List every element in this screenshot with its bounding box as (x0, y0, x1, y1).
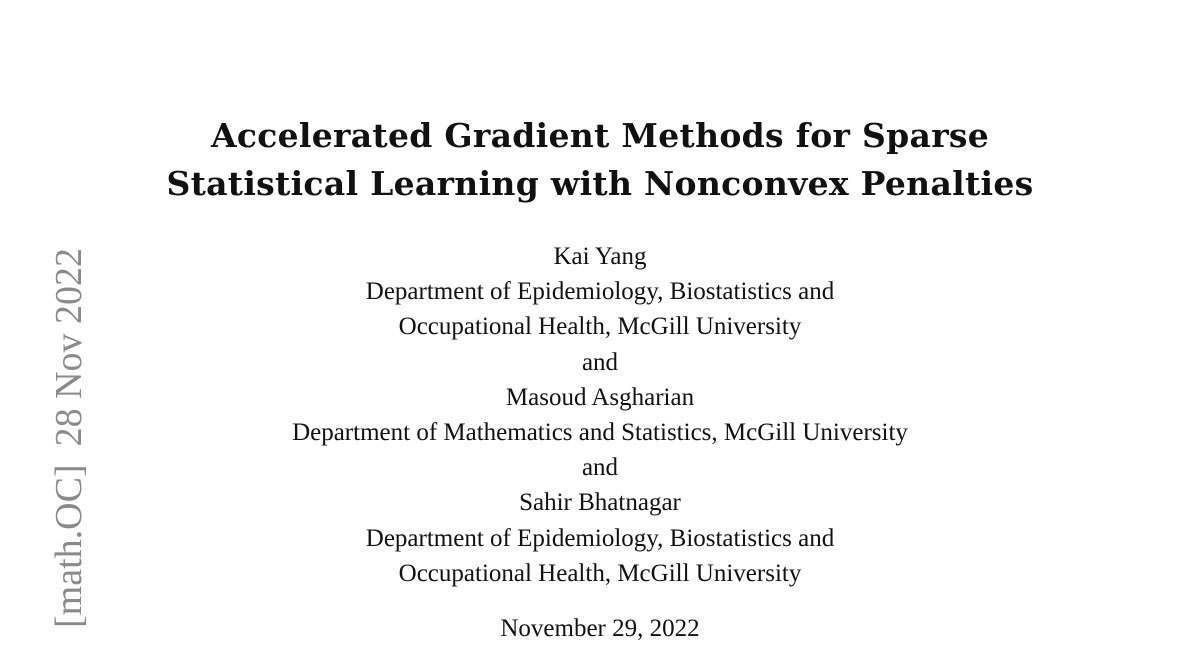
paper-date: November 29, 2022 (500, 615, 700, 642)
author-block (0, 239, 1200, 591)
author-name-1: Kai Yang (553, 243, 647, 270)
paper-title (0, 112, 1200, 208)
author-separator-1: and (581, 348, 619, 376)
author-affiliation-3a: Department of Epidemiology, Biostatistics and (365, 524, 835, 552)
arxiv-date: 28 Nov 2022 (48, 247, 90, 447)
arxiv-category: [math.OC] (48, 464, 90, 628)
author-name-3: Sahir Bhatnagar (519, 489, 681, 517)
author-affiliation-1a: Department of Epidemiology, Biostatistics and (365, 278, 835, 306)
title-line-1: Accelerated Gradient Methods for Sparse (210, 116, 990, 155)
author-separator-2: and (581, 454, 619, 482)
author-affiliation-3b: Occupational Health, McGill University (398, 559, 802, 587)
author-affiliation-1b: Occupational Health, McGill University (398, 313, 802, 341)
author-affiliation-2a: Department of Mathematics and Statistics, McGill University (292, 419, 908, 447)
author-name-2: Masoud Asgharian (505, 383, 695, 411)
title-line-2: Statistical Learning with Nonconvex Penalties (166, 164, 1034, 203)
